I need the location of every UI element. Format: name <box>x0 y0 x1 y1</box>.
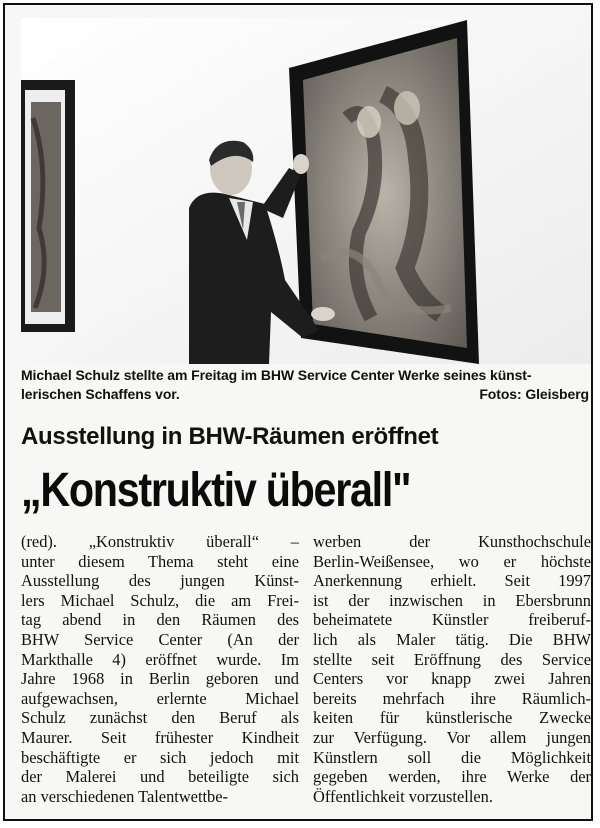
article-column-right <box>313 532 591 806</box>
article-line: keiten für künstlerische Zwecke <box>313 708 591 728</box>
photo-illustration <box>21 18 591 364</box>
article-line: beschäftigte er sich jedoch mit <box>21 747 299 767</box>
newspaper-clipping <box>3 3 593 821</box>
article-line: Maurer. Seit frühester Kindheit <box>21 727 299 747</box>
article-line: Centers vor knapp zwei Jahren <box>313 669 591 689</box>
article-line: stellte seit Eröffnung des Service <box>313 649 591 669</box>
article-photo <box>21 18 591 364</box>
article-line: BHW Service Center (An der <box>21 629 299 649</box>
article-line: Öffentlichkeit vorzustellen. <box>313 786 493 806</box>
article-line: der Malerei und beteiligte sich <box>21 767 299 787</box>
article-line: bereits mehrfach ihre Räumlich- <box>313 688 591 708</box>
article-line: unter diesem Thema steht eine <box>21 551 299 571</box>
article-line: aufgewachsen, erlernte Michael <box>21 688 299 708</box>
article-headline: „Konstruktiv überall" <box>21 464 411 517</box>
article-line: gegeben werden, ihre Werke der <box>313 767 591 787</box>
article-line: beheimatete Künstler freiberuf- <box>313 610 591 630</box>
photo-credit: Fotos: Gleisberg <box>479 386 589 402</box>
article-line: Künstlern soll die Möglichkeit <box>313 747 591 767</box>
article-line: Anerkennung erhielt. Seit 1997 <box>313 571 591 591</box>
article-line: Ausstellung des jungen Künst- <box>21 571 299 591</box>
caption-line-1: Michael Schulz stellte am Freitag im BHW Service Center Werke seines künst- <box>21 367 532 383</box>
article-line: werben der Kunsthochschule <box>313 532 591 551</box>
article-line: ist der inzwischen in Ebersbrunn <box>313 590 591 610</box>
left-frame <box>21 80 75 332</box>
article-kicker: Ausstellung in BHW-Räumen eröffnet <box>21 423 439 450</box>
article-line: lers Michael Schulz, die am Frei- <box>21 590 299 610</box>
article-line: an verschiedenen Talentwettbe- <box>21 786 228 806</box>
caption-line-2: lerischen Schaffens vor. <box>21 386 180 402</box>
article-line: Markthalle 4) eröffnet wurde. Im <box>21 649 299 669</box>
article-line: Schulz zunächst den Beruf als <box>21 708 299 728</box>
photo-caption <box>21 366 589 404</box>
article-line: Berlin-Weißensee, wo er höchste <box>313 551 591 571</box>
article-line: lich als Maler tätig. Die BHW <box>313 629 591 649</box>
article-line: tag abend in den Räumen des <box>21 610 299 630</box>
article-column-left <box>21 532 299 806</box>
article-line: Jahre 1968 in Berlin geboren und <box>21 669 299 689</box>
article-line: (red). „Konstruktiv überall“ – <box>21 532 299 551</box>
article-line: zur Verfügung. Vor allem jungen <box>313 727 591 747</box>
